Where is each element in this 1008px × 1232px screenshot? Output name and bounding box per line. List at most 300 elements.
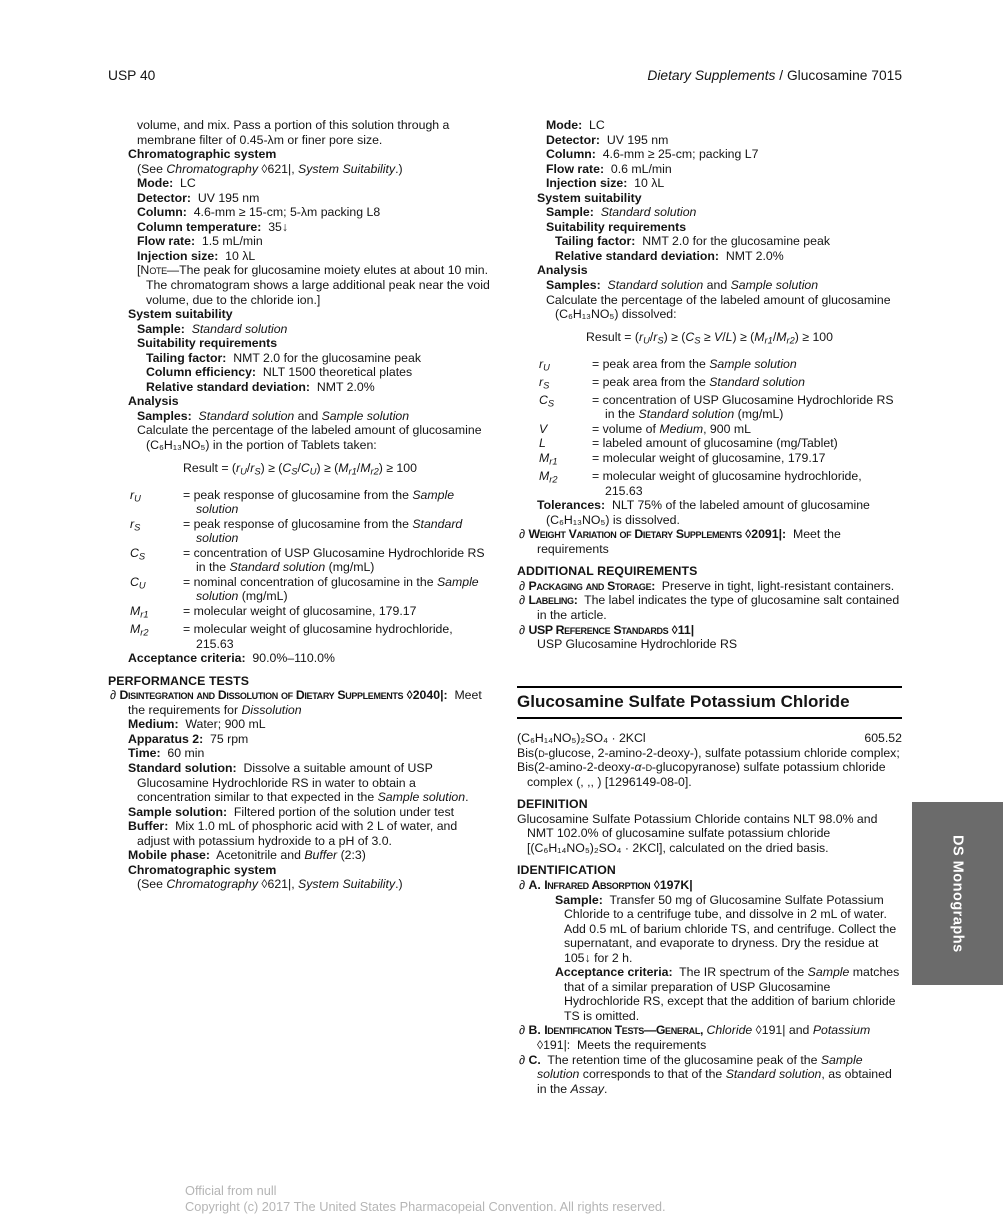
- running-head: [517, 68, 902, 83]
- variable-symbol: [130, 488, 183, 517]
- text-run: ◊197K|: [650, 878, 693, 893]
- text-run: ∂: [110, 688, 120, 703]
- text-run: Filtered portion of the solution under test: [227, 804, 455, 819]
- text-run: , 900 mL: [703, 421, 751, 436]
- text-run: Mix 1.0 mL of phosphoric acid with 2 L of water, and adjust with potassium hydroxide to a pH of 3.0.: [137, 819, 461, 848]
- text-run: S: [657, 335, 664, 346]
- text-run: ◊621|,: [258, 877, 299, 892]
- text-run: -glucose, 2-amino-2-deoxy-), sulfate potassium chloride complex;: [544, 745, 900, 760]
- paragraph: [517, 205, 902, 220]
- text-run: Injection size:: [546, 176, 628, 191]
- paragraph: [517, 893, 902, 966]
- text-run: Calculate the percentage of the labeled amount of glucosamine (C₆H₁₃NO₅) dissolved:: [546, 292, 894, 322]
- definition-row: [108, 604, 492, 622]
- text-run: 90.0%–110.0%: [245, 651, 335, 666]
- monograph-entry: [517, 878, 902, 893]
- text-run: System suitability: [537, 190, 642, 205]
- text-run: Glucosamine Sulfate Potassium Chloride: [517, 691, 850, 711]
- text-run: = labeled amount of glucosamine (mg/Tablet): [592, 436, 838, 451]
- text-run: U: [240, 466, 247, 477]
- text-run: = peak response of glucosamine from the: [183, 516, 413, 531]
- variable-symbol: [539, 375, 592, 393]
- section-heading: [517, 863, 902, 878]
- text-run: .): [395, 161, 403, 176]
- text-run: volume, and mix. Pass a portion of this solution through a membrane filter of 0.45-λm or finer pore size.: [137, 118, 453, 147]
- text-run: 35↓: [261, 219, 289, 234]
- text-run: ≥: [700, 329, 715, 344]
- definition-row: [517, 451, 902, 469]
- variable-definition: [183, 622, 492, 651]
- text-run: 10 λL: [218, 248, 256, 263]
- text-run: [192, 409, 199, 423]
- paragraph: [108, 848, 492, 863]
- text-run: UV 195 nm: [599, 132, 669, 147]
- text-run: matches that of a similar preparation of USP Glucosamine Hydrochloride RS, except that the addition of barium chloride TS is omitted.: [564, 965, 903, 1023]
- text-run: , as obtained in the: [537, 1067, 896, 1096]
- paragraph: [108, 877, 492, 892]
- text-run: = peak response of glucosamine from the: [183, 487, 413, 502]
- text-run: ) ≥ (: [732, 329, 755, 344]
- text-run: Result = (: [183, 460, 237, 475]
- text-run: Flow rate:: [546, 161, 605, 176]
- paragraph: [517, 191, 902, 206]
- text-run: r: [130, 516, 135, 531]
- text-run: Column efficiency:: [146, 365, 257, 380]
- paragraph: [517, 176, 902, 191]
- text-run: S: [254, 466, 261, 477]
- text-run: Identification Tests—General,: [544, 1023, 704, 1038]
- text-run: /: [297, 460, 301, 475]
- text-run: = peak area from the: [592, 374, 710, 389]
- text-run: ∂: [519, 593, 529, 608]
- text-run: .: [604, 1081, 608, 1096]
- paragraph: [108, 191, 492, 206]
- text-run: Transfer 50 mg of Glucosamine Sulfate Potassium Chloride to a centrifuge tube, and dissolve in 2 mL of water. Add 0.5 mL of barium chloride TS, and centrifuge. Collect the supernatant, and evaporate to dryness. Dry the residue at 105↓ for 2 h.: [564, 892, 900, 965]
- text-run: r1: [140, 609, 149, 620]
- text-run: α: [634, 760, 642, 775]
- chemical-formula: [517, 731, 646, 746]
- text-run: Sample solution: [321, 408, 410, 423]
- text-run: /: [246, 460, 251, 475]
- text-run: Medium: [659, 421, 704, 436]
- paragraph: [517, 965, 902, 1023]
- variable-symbol: [130, 604, 183, 622]
- text-run: Acetonitrile and: [210, 848, 305, 863]
- paragraph: [108, 365, 492, 380]
- text-run: Dissolution: [241, 702, 302, 717]
- text-run: r2: [786, 335, 795, 346]
- text-run: (mg/mL): [325, 560, 375, 575]
- paragraph: [108, 394, 492, 409]
- variable-definitions: [517, 357, 902, 498]
- text-run: V: [714, 329, 723, 344]
- text-run: ∂: [519, 1023, 529, 1038]
- variable-definition: [592, 469, 902, 498]
- text-run: —The peak for glucosamine moiety elutes at about 10 min. The chromatogram shows a large additional peak near the void volume, due to the chloride ion.]: [146, 263, 494, 307]
- text-run: [N: [137, 263, 150, 278]
- text-run: NLT 1500 theoretical plates: [256, 365, 413, 380]
- text-run: Sample solution: [537, 1052, 866, 1082]
- text-run: Time:: [128, 746, 161, 761]
- paragraph: [108, 351, 492, 366]
- paragraph: [108, 336, 492, 351]
- paragraph: [108, 234, 492, 249]
- text-run: C: [685, 329, 695, 344]
- variable-symbol: [539, 469, 592, 498]
- variable-definition: [183, 604, 492, 622]
- text-run: = molecular weight of glucosamine hydrochloride, 215.63: [183, 622, 457, 651]
- monograph-entry: [517, 579, 902, 594]
- paragraph: [108, 717, 492, 732]
- text-run: ◊2091|:: [741, 527, 787, 542]
- text-run: Disintegration and Dissolution of Dietary Supplements: [119, 688, 404, 703]
- text-run: Result = (: [586, 329, 639, 344]
- paragraph: [108, 746, 492, 761]
- text-run: r2: [140, 627, 149, 638]
- text-run: Relative standard deviation:: [146, 379, 311, 394]
- definition-row: [108, 622, 492, 651]
- paragraph: [108, 761, 492, 805]
- chemical-formula-line: [517, 731, 902, 746]
- paragraph: [108, 732, 492, 747]
- paragraph: [108, 863, 492, 878]
- text-run: Sample solution: [709, 356, 797, 371]
- text-run: V: [539, 421, 548, 436]
- text-run: Bis(: [517, 745, 539, 760]
- variable-definitions: [108, 488, 492, 652]
- text-run: M: [130, 622, 141, 637]
- text-run: Column temperature:: [137, 219, 262, 234]
- text-run: Potassium: [812, 1023, 871, 1038]
- text-run: ◊191|:: [537, 1023, 874, 1053]
- text-run: M: [754, 329, 765, 344]
- text-run: [185, 322, 192, 336]
- paragraph: [108, 423, 492, 452]
- variable-definition: [592, 357, 902, 375]
- text-run: NLT 75% of the labeled amount of glucosamine (C₆H₁₃NO₅) is dissolved.: [546, 498, 874, 527]
- text-run: Injection size:: [137, 248, 219, 263]
- variable-symbol: [539, 422, 592, 437]
- text-run: Meet the requirements: [537, 527, 845, 556]
- molecular-weight: 605.52: [864, 731, 902, 746]
- left-column: [108, 118, 492, 892]
- text-run: ∂: [519, 622, 529, 637]
- text-run: Packaging and Storage:: [528, 578, 655, 593]
- text-run: IDENTIFICATION: [517, 863, 616, 878]
- text-run: Chromatography: [166, 877, 258, 892]
- paragraph: [108, 205, 492, 220]
- text-run: .: [465, 790, 469, 805]
- paragraph: [517, 147, 902, 162]
- text-run: LC: [582, 118, 605, 132]
- text-run: Acceptance criteria:: [128, 651, 246, 666]
- text-run: -glucopyranose) sulfate potassium chloride complex (, ,, ) [1296149-08-0].: [527, 760, 890, 789]
- text-run: NMT 2.0 for the glucosamine peak: [635, 234, 830, 249]
- text-run: and: [703, 278, 731, 293]
- text-run: ) ≥ (: [260, 460, 283, 475]
- text-run: Column:: [546, 147, 596, 162]
- section-heading: [517, 564, 902, 579]
- text-run: M: [130, 604, 141, 618]
- text-run: ◊2040|:: [403, 688, 448, 703]
- text-run: M: [539, 469, 550, 484]
- text-run: System Suitability: [298, 161, 396, 176]
- text-run: L: [539, 436, 546, 451]
- definition-row: [108, 575, 492, 604]
- paragraph: [517, 278, 902, 293]
- text-run: S: [134, 522, 141, 533]
- text-run: S: [291, 466, 298, 477]
- monograph-entry: [517, 1053, 902, 1097]
- text-run: = molecular weight of glucosamine, 179.17: [183, 604, 417, 618]
- text-run: ) ≥ (: [663, 329, 686, 344]
- text-run: (See: [137, 877, 167, 892]
- text-run: Sample:: [137, 321, 185, 336]
- text-run: Infrared Absorption: [544, 878, 651, 893]
- text-run: System suitability: [128, 307, 233, 322]
- text-run: Meets the requirements: [570, 1038, 707, 1053]
- text-run: r1: [549, 456, 558, 467]
- definition-row: [517, 436, 902, 451]
- text-run: ◊191| and: [752, 1023, 813, 1038]
- text-run: (2:3): [337, 848, 366, 863]
- text-run: Labeling:: [528, 593, 578, 608]
- text-run: = molecular weight of glucosamine, 179.17: [592, 450, 826, 465]
- text-run: U: [309, 466, 317, 477]
- definition-row: [517, 375, 902, 393]
- variable-definition: [183, 517, 492, 546]
- text-run: Mode:: [137, 176, 174, 191]
- variable-definition: [183, 546, 492, 575]
- paragraph: [517, 812, 902, 856]
- text-run: Sample solution: [196, 574, 483, 604]
- text-run: Chromatographic system: [128, 862, 277, 877]
- text-run: r1: [348, 466, 357, 477]
- variable-definition: [592, 393, 902, 422]
- text-run: S: [138, 551, 146, 562]
- text-run: r2: [370, 466, 379, 477]
- monograph-entry: [517, 527, 902, 556]
- text-run: r: [236, 460, 241, 475]
- variable-symbol: [130, 622, 183, 651]
- text-run: Detector:: [137, 190, 191, 205]
- text-run: d: [538, 745, 545, 760]
- text-run: and: [294, 408, 322, 423]
- variable-symbol: [130, 546, 183, 575]
- text-run: Suitability requirements: [137, 336, 278, 351]
- text-run: USP Glucosamine Hydrochloride RS: [537, 637, 738, 652]
- paragraph: [517, 637, 902, 652]
- text-run: Bis(2-amino-2-deoxy-: [517, 760, 635, 775]
- text-run: NMT 2.0%: [310, 379, 375, 394]
- paragraph: [517, 234, 902, 249]
- definition-row: [517, 469, 902, 498]
- monograph-entry: [517, 1023, 902, 1052]
- text-run: C: [300, 460, 310, 475]
- text-run: Suitability requirements: [546, 219, 687, 234]
- text-run: (C₆H₁₄NO₅)₂SO₄ · 2KCl: [517, 731, 646, 746]
- text-run: Standard solution: [725, 1067, 822, 1082]
- text-run: ) ≥ (: [316, 460, 339, 475]
- text-run: ∂: [519, 878, 529, 893]
- text-run: Detector:: [546, 132, 600, 147]
- paragraph: [517, 220, 902, 235]
- monograph-entry: [108, 688, 492, 717]
- text-run: The IR spectrum of the: [672, 965, 808, 980]
- monograph-title: [517, 686, 902, 720]
- text-run: ∂: [519, 527, 529, 542]
- text-run: 60 min: [160, 746, 205, 761]
- definition-row: [517, 422, 902, 437]
- running-head-title: Glucosamine 7015: [786, 68, 902, 83]
- equation: [517, 330, 902, 348]
- text-run: 75 rpm: [203, 731, 249, 746]
- text-run: Sample:: [546, 205, 594, 220]
- text-run: = molecular weight of glucosamine hydrochloride, 215.63: [592, 469, 866, 498]
- text-run: Tolerances:: [537, 498, 606, 513]
- text-run: The retention time of the glucosamine peak of the: [540, 1052, 821, 1067]
- text-run: = peak area from the: [592, 356, 710, 371]
- text-run: 0.6 mL/min: [604, 161, 672, 176]
- text-run: Standard solution: [600, 205, 697, 220]
- text-run: S: [694, 335, 701, 346]
- paragraph: [108, 147, 492, 162]
- definition-row: [517, 393, 902, 422]
- running-head-separator: /: [775, 68, 787, 83]
- paragraph: [108, 118, 492, 147]
- text-run: Chloride: [706, 1023, 753, 1038]
- text-run: .): [395, 877, 403, 892]
- text-run: (mg/mL): [734, 407, 784, 422]
- paragraph: [108, 307, 492, 322]
- text-run: = concentration of USP Glucosamine Hydrochloride RS in the: [592, 392, 897, 422]
- text-run: r2: [549, 474, 558, 485]
- text-run: Sample solution: [730, 278, 819, 293]
- text-run: C: [539, 392, 548, 407]
- paragraph: [108, 162, 492, 177]
- text-run: C: [282, 460, 292, 475]
- text-run: Medium:: [128, 717, 179, 732]
- paragraph: [517, 118, 902, 133]
- text-run: M: [360, 460, 371, 475]
- text-run: Buffer:: [128, 819, 169, 834]
- text-run: Glucosamine Sulfate Potassium Chloride contains NLT 98.0% and NMT 102.0% of glucosamine sulfate potassium chloride [(C₆H₁₄NO₅)₂SO₄ · 2KCl], calculated on the dried basis.: [517, 811, 881, 855]
- text-run: Tailing factor:: [555, 234, 636, 249]
- text-run: ) ≥ 100: [794, 329, 833, 344]
- paragraph: [517, 263, 902, 278]
- text-run: Dissolve a suitable amount of USP Glucosamine Hydrochloride RS in water to obtain a concentration similar to that expected in the: [137, 760, 436, 805]
- text-run: M: [776, 329, 787, 344]
- text-run: NMT 2.0%: [719, 248, 784, 263]
- text-run: ADDITIONAL REQUIREMENTS: [517, 564, 698, 579]
- text-run: Sample:: [555, 892, 603, 907]
- text-run: Samples:: [546, 278, 601, 293]
- text-run: DEFINITION: [517, 797, 588, 812]
- header-usp-version: USP 40: [108, 68, 156, 83]
- text-run: NMT 2.0 for the glucosamine peak: [226, 350, 421, 365]
- text-run: Chromatography: [166, 161, 258, 176]
- text-run: Samples:: [137, 408, 192, 423]
- text-run: ) ≥ 100: [378, 460, 417, 475]
- text-run: Mode:: [546, 118, 583, 132]
- definition-row: [108, 546, 492, 575]
- text-run: S: [543, 380, 550, 391]
- text-run: -: [641, 760, 646, 775]
- text-run: /: [649, 329, 654, 344]
- text-run: ote: [149, 263, 167, 278]
- text-run: r: [250, 460, 255, 475]
- text-run: 10 λL: [627, 176, 665, 191]
- paragraph: [108, 322, 492, 337]
- variable-symbol: [130, 575, 183, 604]
- text-run: Flow rate:: [137, 234, 196, 249]
- text-run: L: [725, 329, 733, 344]
- section-heading: [108, 674, 492, 689]
- variable-definition: [592, 375, 902, 393]
- definition-row: [517, 357, 902, 375]
- text-run: Standard solution: [638, 407, 735, 422]
- text-run: Standard solution: [191, 321, 288, 336]
- text-run: Sample solution:: [128, 804, 228, 819]
- paragraph: [517, 746, 902, 761]
- text-run: 4.6-mm ≥ 25-cm; packing L7: [595, 147, 759, 162]
- text-run: Tailing factor:: [146, 350, 227, 365]
- text-run: U: [138, 580, 146, 591]
- text-run: U: [543, 362, 550, 373]
- text-run: = concentration of USP Glucosamine Hydrochloride RS in the: [183, 545, 488, 575]
- running-head-section: Dietary Supplements: [647, 68, 776, 83]
- text-run: The label indicates the type of glucosamine salt contained in the article.: [537, 593, 903, 622]
- text-run: U: [643, 335, 650, 346]
- paragraph: [517, 760, 902, 789]
- paragraph: [108, 263, 492, 307]
- text-run: Calculate the percentage of the labeled amount of glucosamine (C₆H₁₃NO₅) in the portion of Tablets taken:: [137, 423, 485, 453]
- text-run: 1.5 mL/min: [195, 234, 263, 249]
- variable-symbol: [539, 451, 592, 469]
- text-run: d: [645, 760, 652, 775]
- paragraph: [517, 133, 902, 148]
- text-run: r: [539, 374, 544, 389]
- text-run: ∂: [519, 1052, 529, 1067]
- text-run: (mg/mL): [238, 589, 288, 604]
- text-run: Standard solution: [196, 516, 466, 546]
- definition-row: [108, 488, 492, 517]
- variable-definition: [183, 488, 492, 517]
- paragraph: [517, 498, 902, 527]
- text-run: Sample solution: [196, 487, 458, 517]
- text-run: Meet the requirements for: [128, 688, 486, 717]
- text-run: r1: [764, 335, 773, 346]
- section-heading: [517, 797, 902, 812]
- paragraph: [517, 293, 902, 322]
- text-run: UV 195 nm: [190, 190, 260, 205]
- text-run: Water; 900 mL: [178, 717, 266, 732]
- text-run: corresponds to that of the: [579, 1067, 726, 1082]
- variable-symbol: [539, 436, 592, 451]
- text-run: S: [547, 398, 555, 409]
- text-run: Weight Variation of Dietary Supplements: [528, 527, 742, 542]
- paragraph: [108, 249, 492, 264]
- paragraph: [517, 249, 902, 264]
- text-run: ◊11|: [668, 622, 695, 637]
- text-run: Analysis: [128, 394, 179, 409]
- variable-symbol: [539, 357, 592, 375]
- variable-symbol: [130, 517, 183, 546]
- text-run: r: [653, 329, 658, 344]
- text-run: 4.6-mm ≥ 15-cm; 5-λm packing L8: [186, 205, 381, 220]
- text-run: (See: [137, 161, 167, 176]
- text-run: M: [338, 460, 349, 475]
